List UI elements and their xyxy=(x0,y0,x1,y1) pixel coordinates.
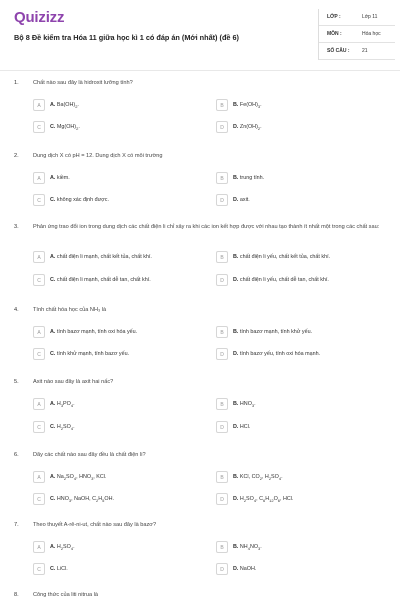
option-text xyxy=(233,175,264,181)
option-text xyxy=(233,544,262,551)
option-prefix: C. xyxy=(50,351,56,357)
option-content: KCl, $CO_2$, $H_2SO_4$. xyxy=(239,474,283,482)
option-prefix: D. xyxy=(233,277,239,283)
option-text xyxy=(233,197,250,203)
option-text xyxy=(50,351,129,357)
option-letter-box[interactable]: D xyxy=(216,348,228,360)
option-letter-box[interactable]: B xyxy=(216,541,228,553)
option-letter-box[interactable]: B xyxy=(216,398,228,410)
question-text: Công thức của liti nitrua là xyxy=(33,592,98,598)
option-content: $NH_4NO_3$. xyxy=(239,544,262,552)
option-text xyxy=(233,277,329,283)
question-text: Theo thuyết A-rê-ni-ut, chất nào sau đây là bazơ? xyxy=(33,522,157,528)
option-prefix: B. xyxy=(233,102,239,108)
option-prefix: B. xyxy=(233,474,239,480)
option-prefix: D. xyxy=(233,197,239,203)
option-content: $Mg(OH)_2$. xyxy=(56,124,80,132)
option-prefix: B. xyxy=(233,254,239,260)
option-text xyxy=(233,254,330,260)
quizizz-logo[interactable]: Quizizz xyxy=(14,9,65,26)
option-letter-box[interactable]: C xyxy=(33,563,45,575)
header-divider xyxy=(0,70,400,71)
option-prefix: A. xyxy=(50,329,56,335)
option-content: chất điện li yếu, chất kết tủa, chất khí. xyxy=(239,254,331,260)
option-content: trung tính. xyxy=(239,175,265,181)
option-prefix: A. xyxy=(50,474,56,480)
option-prefix: D. xyxy=(233,496,239,502)
option-content: HCl. xyxy=(239,424,251,430)
option-content: $Ba(OH)_2$. xyxy=(56,102,79,110)
option-text xyxy=(50,197,109,203)
option-letter-box[interactable]: B xyxy=(216,251,228,263)
question-number: 6. xyxy=(14,452,19,458)
option-content: $Na_2SO_4$, $HNO_3$, KCl. xyxy=(56,474,107,482)
option-letter-box[interactable]: A xyxy=(33,99,45,111)
option-prefix: C. xyxy=(50,566,56,572)
option-content: $H_2SO_4$. xyxy=(56,544,75,552)
option-letter-box[interactable]: B xyxy=(216,99,228,111)
option-text xyxy=(233,124,262,131)
option-letter-box[interactable]: D xyxy=(216,121,228,133)
option-prefix: D. xyxy=(233,351,239,357)
option-text xyxy=(50,102,79,109)
question-number: 2. xyxy=(14,153,19,159)
option-prefix: C. xyxy=(50,197,56,203)
worksheet-title: Bộ 8 Đề kiểm tra Hóa 11 giữa học kì 1 có đáp án (Mới nhất) (đề 6) xyxy=(14,33,239,42)
option-letter-box[interactable]: A xyxy=(33,398,45,410)
option-text xyxy=(233,351,320,357)
option-text xyxy=(50,254,152,260)
option-content: $HNO_3$, NaOH, $C_2H_5OH$. xyxy=(56,496,114,504)
question-number: 7. xyxy=(14,522,19,528)
option-text xyxy=(50,175,70,181)
option-content: $H_2SO_4$. xyxy=(56,424,75,432)
option-prefix: B. xyxy=(233,544,239,550)
meta-key: MÔN : xyxy=(327,31,342,37)
option-content: tính khử mạnh, tính bazơ yếu. xyxy=(56,351,130,357)
option-letter-box[interactable]: C xyxy=(33,421,45,433)
option-content: tính bazơ mạnh, tính oxi hóa yếu. xyxy=(56,329,138,335)
option-prefix: D. xyxy=(233,566,239,572)
option-content: LiCl. xyxy=(56,566,68,572)
option-letter-box[interactable]: B xyxy=(216,172,228,184)
option-content: kiềm. xyxy=(56,175,70,181)
option-content: $Zn(OH)_2$. xyxy=(239,124,262,132)
option-letter-box[interactable]: A xyxy=(33,172,45,184)
option-letter-box[interactable]: D xyxy=(216,421,228,433)
option-letter-box[interactable]: A xyxy=(33,251,45,263)
option-prefix: C. xyxy=(50,277,56,283)
option-text xyxy=(50,544,75,551)
option-text xyxy=(233,474,283,481)
meta-value: 21 xyxy=(362,48,368,54)
option-letter-box[interactable]: C xyxy=(33,121,45,133)
option-content: không xác định được. xyxy=(56,197,110,203)
question-number: 3. xyxy=(14,224,19,230)
option-letter-box[interactable]: C xyxy=(33,194,45,206)
option-content: $H_2SO_4$, $C_6H_{12}O_6$, HCl. xyxy=(239,496,294,504)
question-text: Chất nào sau đây là hidroxit lưỡng tính? xyxy=(33,80,133,86)
option-prefix: A. xyxy=(50,102,56,108)
option-letter-box[interactable]: C xyxy=(33,274,45,286)
option-content: axit. xyxy=(239,197,250,203)
option-text xyxy=(233,496,293,503)
meta-key: SỐ CÂU : xyxy=(327,48,350,54)
option-prefix: C. xyxy=(50,124,56,130)
option-prefix: A. xyxy=(50,544,56,550)
option-letter-box[interactable]: B xyxy=(216,471,228,483)
option-letter-box[interactable]: A xyxy=(33,471,45,483)
option-content: chất điện li mạnh, chất dễ tan, chất khí. xyxy=(56,277,151,283)
option-prefix: A. xyxy=(50,175,56,181)
meta-row-subject xyxy=(319,26,395,43)
option-letter-box[interactable]: D xyxy=(216,563,228,575)
question-text: Dung dịch X có pH = 12. Dung dịch X có môi trường xyxy=(33,153,163,159)
option-text xyxy=(50,474,106,481)
option-prefix: B. xyxy=(233,329,239,335)
option-prefix: A. xyxy=(50,401,56,407)
option-text xyxy=(50,124,80,131)
option-letter-box[interactable]: C xyxy=(33,493,45,505)
option-text xyxy=(50,277,151,283)
option-content: tính bazơ yếu, tính oxi hóa mạnh. xyxy=(239,351,321,357)
option-letter-box[interactable]: D xyxy=(216,493,228,505)
option-letter-box[interactable]: A xyxy=(33,326,45,338)
meta-row-grade xyxy=(319,9,395,26)
question-number: 1. xyxy=(14,80,19,86)
option-prefix: D. xyxy=(233,424,239,430)
option-prefix: B. xyxy=(233,175,239,181)
option-content: $H_3PO_4$. xyxy=(56,401,75,409)
option-content: tính bazơ mạnh, tính khử yếu. xyxy=(239,329,313,335)
option-text xyxy=(50,401,75,408)
option-content: $HNO_3$. xyxy=(239,401,256,409)
option-letter-box[interactable]: D xyxy=(216,274,228,286)
option-letter-box[interactable]: B xyxy=(216,326,228,338)
question-number: 5. xyxy=(14,379,19,385)
option-text xyxy=(50,566,68,572)
option-letter-box[interactable]: D xyxy=(216,194,228,206)
meta-key: LỚP : xyxy=(327,14,341,20)
option-prefix: C. xyxy=(50,424,56,430)
question-text: Phản ứng trao đổi ion trong dung dịch các chất điện li chỉ xảy ra khi các ion kết hợp được với nhau tạo thành ít nhất một trong các chất sau: xyxy=(33,224,380,230)
question-text: Axit nào sau đây là axit hai nấc? xyxy=(33,379,114,385)
option-text xyxy=(233,566,256,572)
option-letter-box[interactable]: C xyxy=(33,348,45,360)
option-content: $Fe(OH)_3$. xyxy=(239,102,262,110)
meta-box xyxy=(318,9,395,60)
question-text: Dãy các chất nào sau đây đều là chất điện li? xyxy=(33,452,146,458)
option-text xyxy=(50,424,75,431)
option-text xyxy=(233,401,256,408)
option-prefix: A. xyxy=(50,254,56,260)
option-content: chất điện li mạnh, chất kết tủa, chất khí. xyxy=(56,254,152,260)
option-text xyxy=(233,329,312,335)
question-number: 4. xyxy=(14,307,19,313)
option-prefix: D. xyxy=(233,124,239,130)
meta-value: Hóa học xyxy=(362,31,381,37)
option-text xyxy=(233,102,262,109)
meta-value: Lớp 11 xyxy=(362,14,378,20)
option-text xyxy=(50,496,114,503)
option-prefix: C. xyxy=(50,496,56,502)
question-number: 8. xyxy=(14,592,19,598)
question-text: Tính chất hóa học của NH₃ là xyxy=(33,307,107,313)
option-text xyxy=(50,329,137,335)
worksheet-header xyxy=(0,0,400,70)
option-content: NaOH. xyxy=(239,566,257,572)
meta-row-question-count xyxy=(319,43,395,60)
option-text xyxy=(233,424,250,430)
option-content: chất điện li yếu, chất dễ tan, chất khí. xyxy=(239,277,329,283)
option-letter-box[interactable]: A xyxy=(33,541,45,553)
option-prefix: B. xyxy=(233,401,239,407)
